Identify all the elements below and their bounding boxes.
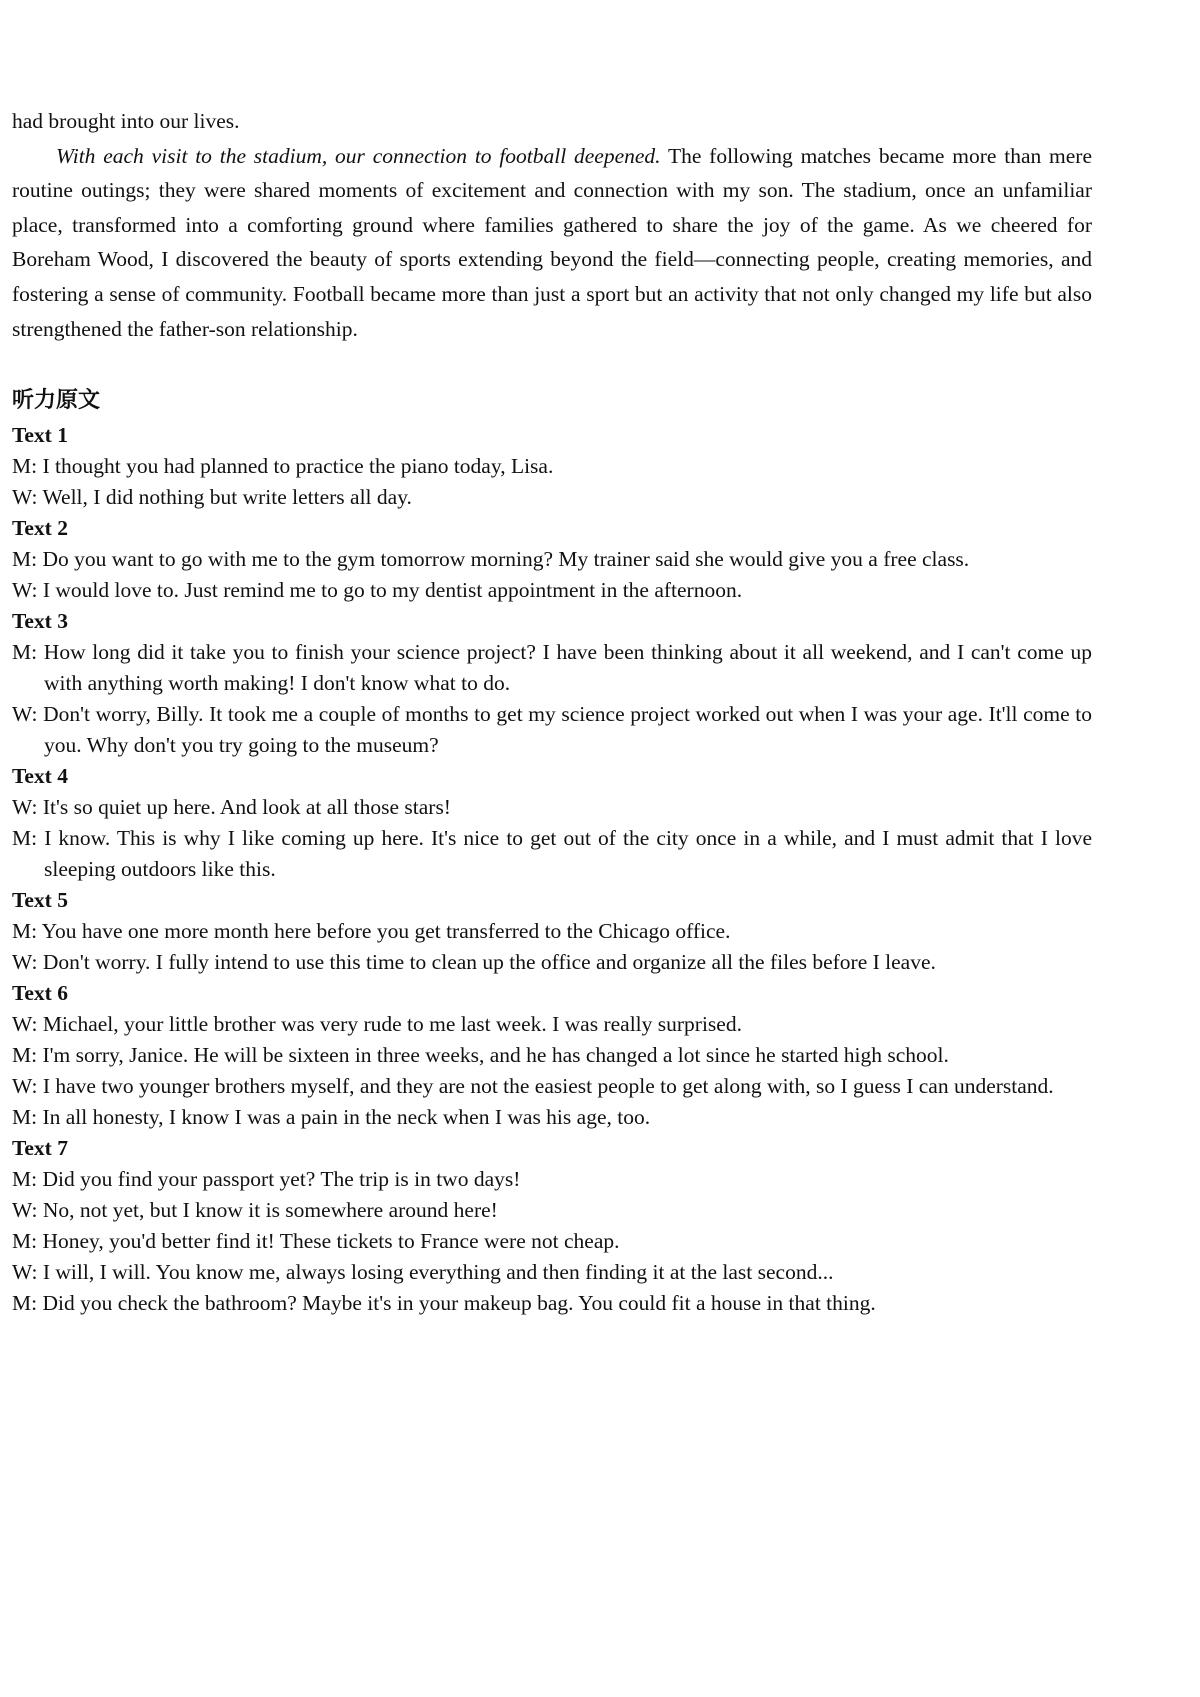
speaker-label: M: xyxy=(12,919,38,944)
section-title: 听力原文 xyxy=(12,388,101,414)
dialogue-text: You have one more month here before you get transferred to the Chicago office. xyxy=(41,919,731,944)
dialogue-text: Well, I did nothing but write letters all day. xyxy=(42,485,412,510)
dialogue-line xyxy=(12,451,1092,482)
page-content xyxy=(12,104,1092,1319)
dialogue-line xyxy=(12,1009,1092,1040)
speaker-label: M: xyxy=(12,1291,38,1316)
text-heading: Text 1 xyxy=(12,423,68,448)
dialogue-text: I have two younger brothers myself, and they are not the easiest people to get along with, so I guess I can understand. xyxy=(42,1074,1054,1099)
dialogue-line xyxy=(12,1226,1092,1257)
dialogue-text: I know. This is why I like coming up here. It's nice to get out of the city once in a while, and I must admit that I love sleeping outdoors like this. xyxy=(44,826,1093,882)
speaker-label: M: xyxy=(12,454,38,479)
speaker-label: M: xyxy=(12,1229,38,1254)
text-heading: Text 4 xyxy=(12,764,68,789)
dialogue-line xyxy=(12,1040,1092,1071)
speaker-label: M: xyxy=(12,547,38,572)
dialogue-line xyxy=(12,482,1092,513)
dialogue-text: No, not yet, but I know it is somewhere around here! xyxy=(42,1198,498,1223)
dialogue-text: Don't worry. I fully intend to use this time to clean up the office and organize all the files before I leave. xyxy=(42,950,936,975)
dialogue-line xyxy=(12,1288,1092,1319)
dialogue-line xyxy=(12,916,1092,947)
speaker-label: W: xyxy=(12,1260,38,1285)
intro-paragraph xyxy=(12,139,1092,347)
dialogue-text: Did you check the bathroom? Maybe it's in your makeup bag. You could fit a house in that thing. xyxy=(42,1291,876,1316)
speaker-label: M: xyxy=(12,640,38,665)
dialogue-line xyxy=(12,1164,1092,1195)
speaker-label: W: xyxy=(12,578,38,603)
dialogue-text: Don't worry, Billy. It took me a couple of months to get my science project worked out when I was your age. It'll come to you. Why don't you try going to the museum? xyxy=(43,702,1093,758)
dialogue-line xyxy=(12,1071,1092,1102)
speaker-label: W: xyxy=(12,485,38,510)
dialogue-line xyxy=(12,1102,1092,1133)
text-heading: Text 3 xyxy=(12,609,68,634)
speaker-label: W: xyxy=(12,950,38,975)
listening-transcript xyxy=(12,420,1092,1319)
speaker-label: M: xyxy=(12,1167,38,1192)
intro-carryover-line: had brought into our lives. xyxy=(12,109,240,133)
dialogue-text: Did you find your passport yet? The trip is in two days! xyxy=(42,1167,521,1192)
dialogue-text: I would love to. Just remind me to go to my dentist appointment in the afternoon. xyxy=(42,578,743,603)
speaker-label: W: xyxy=(12,1012,38,1037)
speaker-label: M: xyxy=(12,826,38,851)
dialogue-line xyxy=(12,792,1092,823)
dialogue-text: It's so quiet up here. And look at all those stars! xyxy=(42,795,451,820)
dialogue-text: Michael, your little brother was very rude to me last week. I was really surprised. xyxy=(42,1012,742,1037)
dialogue-text: I will, I will. You know me, always losing everything and then finding it at the last second... xyxy=(42,1260,834,1285)
intro-italic-lead: With each visit to the stadium, our connection to football deepened. xyxy=(56,143,661,168)
dialogue-text: In all honesty, I know I was a pain in the neck when I was his age, too. xyxy=(42,1105,651,1130)
dialogue-text: I thought you had planned to practice the piano today, Lisa. xyxy=(42,454,554,479)
text-heading: Text 7 xyxy=(12,1136,68,1161)
dialogue-line xyxy=(12,637,1092,699)
dialogue-line xyxy=(12,823,1092,885)
dialogue-line xyxy=(12,947,1092,978)
dialogue-line xyxy=(12,544,1092,575)
dialogue-text: Do you want to go with me to the gym tomorrow morning? My trainer said she would give you a free class. xyxy=(42,547,970,572)
dialogue-line xyxy=(12,699,1092,761)
speaker-label: W: xyxy=(12,1074,38,1099)
intro-paragraph-rest: The following matches became more than mere routine outings; they were shared moments of excitement and connection with my son. The stadium, once an unfamiliar place, transformed into a comforting ground where families gathered to share the joy of the game. As we cheered for Boreham Wood, I discovered the beauty of sports extending beyond the field—connecting people, creating memories, and fostering a sense of community. Football became more than just a sport but an activity that not only changed my life but also strengthened the father-son relationship. xyxy=(12,143,1092,341)
dialogue-text: I'm sorry, Janice. He will be sixteen in three weeks, and he has changed a lot since he started high school. xyxy=(42,1043,949,1068)
dialogue-text: Honey, you'd better find it! These tickets to France were not cheap. xyxy=(42,1229,620,1254)
speaker-label: W: xyxy=(12,702,38,727)
speaker-label: M: xyxy=(12,1043,38,1068)
speaker-label: W: xyxy=(12,1198,38,1223)
dialogue-line xyxy=(12,575,1092,606)
dialogue-line xyxy=(12,1195,1092,1226)
speaker-label: M: xyxy=(12,1105,38,1130)
text-heading: Text 2 xyxy=(12,516,68,541)
dialogue-line xyxy=(12,1257,1092,1288)
text-heading: Text 6 xyxy=(12,981,68,1006)
text-heading: Text 5 xyxy=(12,888,68,913)
speaker-label: W: xyxy=(12,795,38,820)
dialogue-text: How long did it take you to finish your science project? I have been thinking about it all weekend, and I can't come up with anything worth making! I don't know what to do. xyxy=(43,640,1092,696)
